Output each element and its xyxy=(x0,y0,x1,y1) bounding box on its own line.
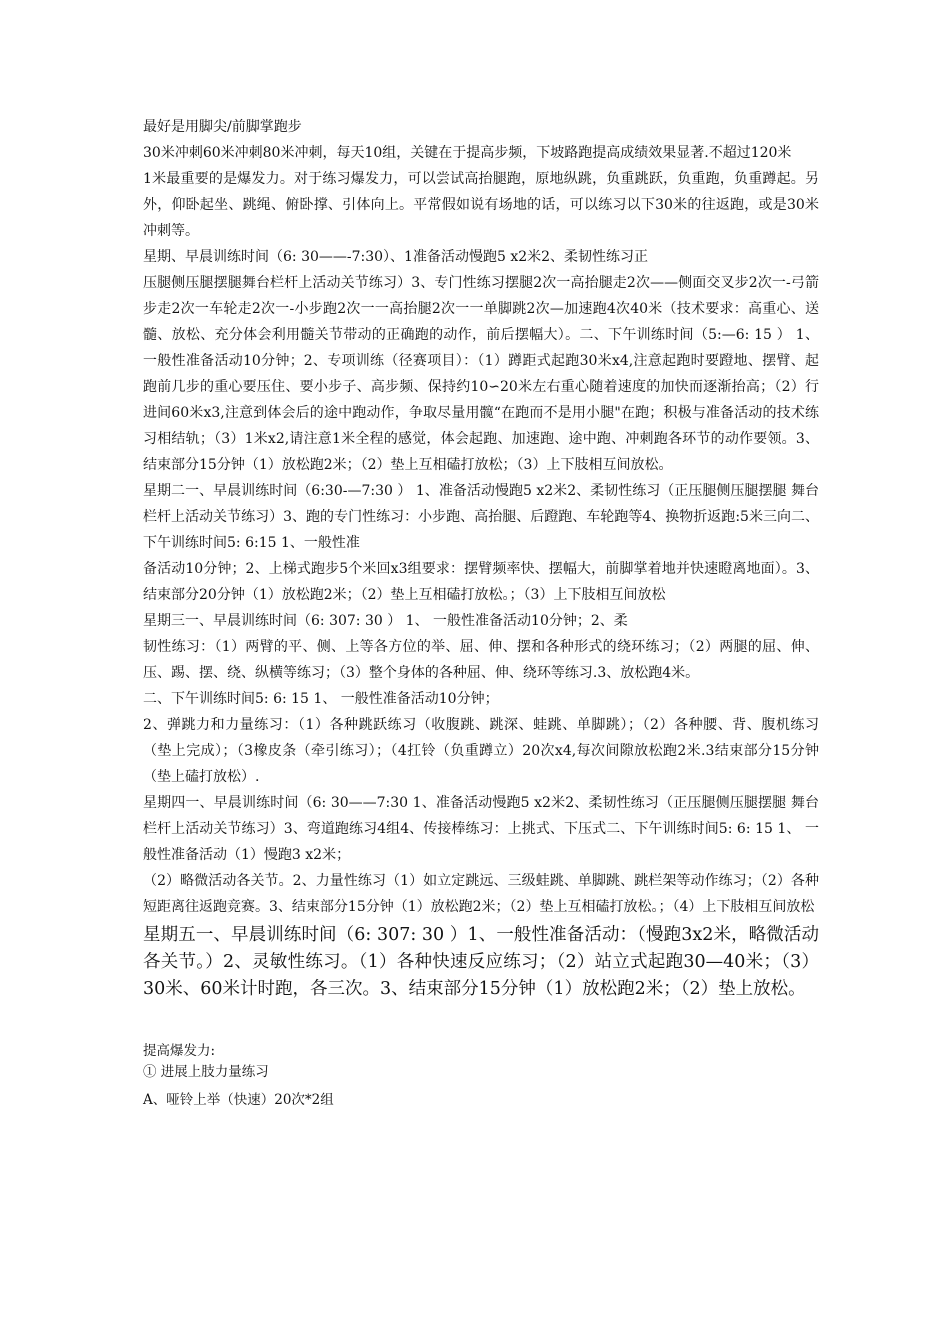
paragraph-thursday: 星期四一、早晨训练时间（6: 30——7:30 1、准备活动慢跑5 x2米2、柔韧性练习（正压腿侧压腿摆腿 舞台栏杆上活动关节练习）3、弯道跑练习4组4、传接棒练习：上挑式、下压式二、下午训练时间5: 6: 15 1、 一般性准备活动（1）慢跑3 x2米； xyxy=(143,795,819,863)
paragraph-wednesday: 星期三一、早晨训练时间（6: 307: 30 ） 1、 一般性准备活动10分钟；2、柔 xyxy=(143,613,628,629)
list-item-dumbbell: A、哑铃上举（快速）20次*2组 xyxy=(143,1092,334,1108)
paragraph-running-tip: 最好是用脚尖/前脚掌跑步 xyxy=(143,119,302,135)
paragraph-sprint-sets: 30米冲刺60米冲刺80米冲刺，每天10组，关键在于提高步频，下坡路跑提高成绩效果显著.不超过120米 xyxy=(143,145,792,161)
document-body xyxy=(143,114,819,1113)
heading-explosive-power: 提高爆发力: xyxy=(143,1043,216,1059)
paragraph-tuesday: 星期二一、早晨训练时间（6:30-—7:30 ） 1、准备活动慢跑5 x2米2、柔韧性练习（正压腿侧压腿摆腿 舞台栏杆上活动关节练习）3、跑的专门性练习：小步跑、高抬腿、后蹬跑、车轮跑等4、换物折返跑:5米三向二、下午训练时间5: 6:15 1、一般性准 xyxy=(143,483,819,551)
paragraph-tuesday-afternoon: 备活动10分钟；2、上梯式跑步5个米回x3组要求：摆臂频率快、摆幅大，前脚掌着地并快速瞪离地面）。3、结束部分20分钟（1）放松跑2米；（2）垫上互相磕打放松。；（3）上下肢相互间放松 xyxy=(143,561,819,603)
paragraph-monday-morning: 星期、早晨训练时间（6: 30——-7:30）、1准备活动慢跑5 x2米2、柔韧性练习正 xyxy=(143,249,649,265)
section-gap xyxy=(143,1003,819,1041)
paragraph-thursday-afternoon: （2）略微活动各关节。2、力量性练习（1）如立定跳远、三级蛙跳、单脚跳、跳栏架等动作练习；（2）各种短距离往返跑竞赛。3、结束部分15分钟（1）放松跑2米；（2）垫上互相磕打放松。；（4）上下肢相互间放松 xyxy=(143,873,819,915)
list-item-upper-body: ① 进展上肢力量练习 xyxy=(143,1064,269,1080)
paragraph-friday: 星期五一、早晨训练时间（6: 307: 30 ）1、一般性准备活动：（慢跑3x2米，略微活动各关节。）2、灵敏性练习。（1）各种快速反应练习；（2）站立式起跑30—40米；（3）30米、60米计时跑，各三次。3、结束部分15分钟（1）放松跑2米；（2）垫上放松。 xyxy=(143,925,819,999)
paragraph-wednesday-flexibility: 韧性练习：（1）两臂的平、侧、上等各方位的举、屈、伸、摆和各种形式的绕环练习；（2）两腿的屈、伸、压、踢、摆、绕、纵横等练习；（3）整个身体的各种屈、伸、绕环等练习.3、放松跑4米。 xyxy=(143,639,819,681)
paragraph-wednesday-afternoon: 二、下午训练时间5: 6: 15 1、 一般性准备活动10分钟； xyxy=(143,691,499,707)
paragraph-explosive-power: 1米最重要的是爆发力。对于练习爆发力，可以尝试高抬腿跑，原地纵跳，负重跳跃，负重跑，负重蹲起。另外，仰卧起坐、跳绳、俯卧撑、引体向上。平常假如说有场地的话，可以练习以下30米的往返跑，或是30米冲刺等。 xyxy=(143,171,819,239)
paragraph-wednesday-strength: 2、弹跳力和力量练习：（1）各种跳跃练习（收腹跳、跳深、蛙跳、单脚跳）；（2）各种腰、背、腹机练习（垫上完成）；（3橡皮条（牵引练习）；（4扛铃（负重蹲立）20次x4,每次间隙放松跑2米.3结束部分15分钟（垫上磕打放松）. xyxy=(143,717,819,785)
paragraph-monday-details: 压腿侧压腿摆腿舞台栏杆上活动关节练习）3、专门性练习摆腿2次一高抬腿走2次——侧面交叉步2次一-弓箭步走2次一车轮走2次一-小步跑2次一一高抬腿2次一一单脚跳2次—加速跑4次40米（技术要求：高重心、送髓、放松、充分体会利用髓关节带动的正确跑的动作，前后摆幅大）。二、下午训练时间（5:—6: 15 ） 1、 一般性准备活动10分钟；2、专项训练（径赛项目）：（1）蹲距式起跑30米x4,注意起跑时要蹬地、摆臂、起跑前几步的重心要压住、要小步子、高步频、保持约10∽20米左右重心随着速度的加快而逐渐抬高；（2）行进间60米x3,注意到体会后的途中跑动作，争取尽量用髋“在跑而不是用小腿"在跑；积极与准备活动的技术练习相结轨；（3）1米x2,请注意1米全程的感觉，体会起跑、加速跑、途中跑、冲刺跑各环节的动作要领。3、结束部分15分钟（1）放松跑2米；（2）垫上互相磕打放松；（3）上下肢相互间放松。 xyxy=(143,275,819,473)
